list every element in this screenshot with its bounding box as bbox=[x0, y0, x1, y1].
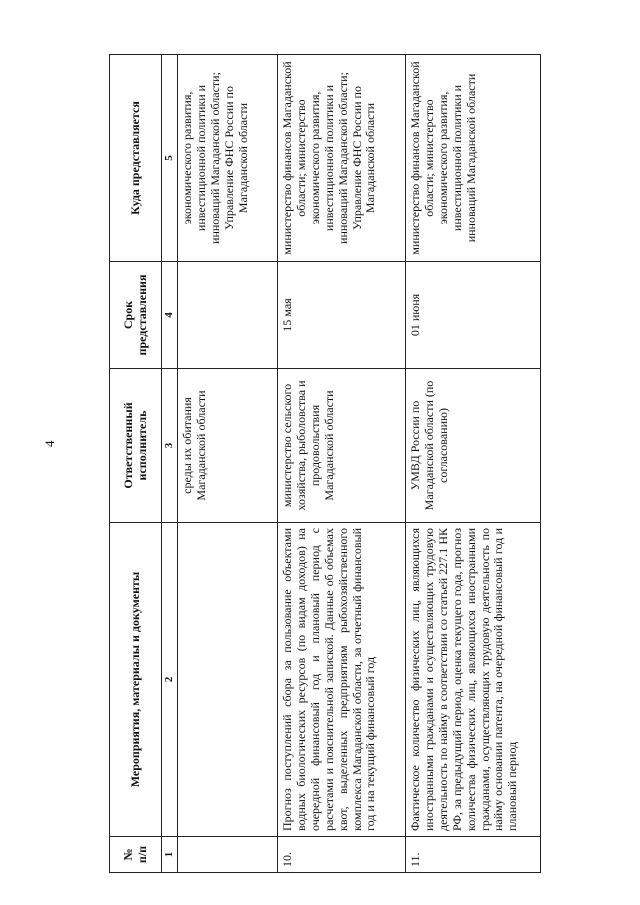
row-executor: министерство сельского хозяйства, рыболовства и продовольствия Магаданской области bbox=[278, 369, 406, 523]
row-destination: экономического развития, инвестиционной политики и инноваций Магаданской области; Управление ФНС России по Магаданской области bbox=[178, 55, 278, 262]
table-row bbox=[278, 55, 406, 873]
row-num: 10. bbox=[278, 837, 406, 873]
header-event: Мероприятия, материалы и документы bbox=[110, 523, 162, 837]
index-cell: 4 bbox=[162, 262, 178, 369]
header-executor: Ответственный исполнитель bbox=[110, 369, 162, 523]
row-destination: министерство финансов Магаданской области; министерство экономического развития, инвестиционной политики и инноваций Магаданской области bbox=[406, 55, 541, 262]
row-event: Фактическое количество физических лиц, являющихся иностранными гражданами и осуществляющих трудовую деятельность по найму в соответствии со статьей 227.1 НК РФ, за предыдущий период, оценка текущего года, прогноз количества физических лиц, являющихся иностранными гражданами, осуществляющих трудовую деятельность по найму основании патента, на очередной финансовый год и плановый период bbox=[406, 523, 541, 837]
row-event bbox=[178, 523, 278, 837]
row-deadline: 01 июня bbox=[406, 262, 541, 369]
row-deadline bbox=[178, 262, 278, 369]
row-deadline: 15 мая bbox=[278, 262, 406, 369]
row-event: Прогноз поступлений сбора за пользование объектами водных биологических ресурсов (по видам доходов) на очередной финансовый год и плановый период с расчетами и пояснительной запиской. Данные об объемах квот, выделенных предприятиям рыбохозяйственного комплекса Магаданской области, за отчетный финансовый год и на текущий финансовый год bbox=[278, 523, 406, 837]
rotated-table-container bbox=[109, 55, 540, 873]
table-row bbox=[178, 55, 278, 873]
header-destination: Куда представляется bbox=[110, 55, 162, 262]
index-cell: 5 bbox=[162, 55, 178, 262]
index-cell: 3 bbox=[162, 369, 178, 523]
index-cell: 2 bbox=[162, 523, 178, 837]
index-cell: 1 bbox=[162, 837, 178, 873]
plan-table bbox=[109, 54, 541, 873]
table-row bbox=[406, 55, 541, 873]
row-executor: УМВД России по Магаданской области (по согласованию) bbox=[406, 369, 541, 523]
row-executor: среды их обитания Магаданской области bbox=[178, 369, 278, 523]
page-number: 4 bbox=[42, 440, 57, 447]
header-num: № п/п bbox=[110, 837, 162, 873]
header-deadline: Срок представления bbox=[110, 262, 162, 369]
row-num: 11. bbox=[406, 837, 541, 873]
row-num bbox=[178, 837, 278, 873]
row-destination: министерство финансов Магаданской области; министерство экономического развития, инвестиционной политики и инноваций Магаданской области; Управление ФНС России по Магаданской области bbox=[278, 55, 406, 262]
